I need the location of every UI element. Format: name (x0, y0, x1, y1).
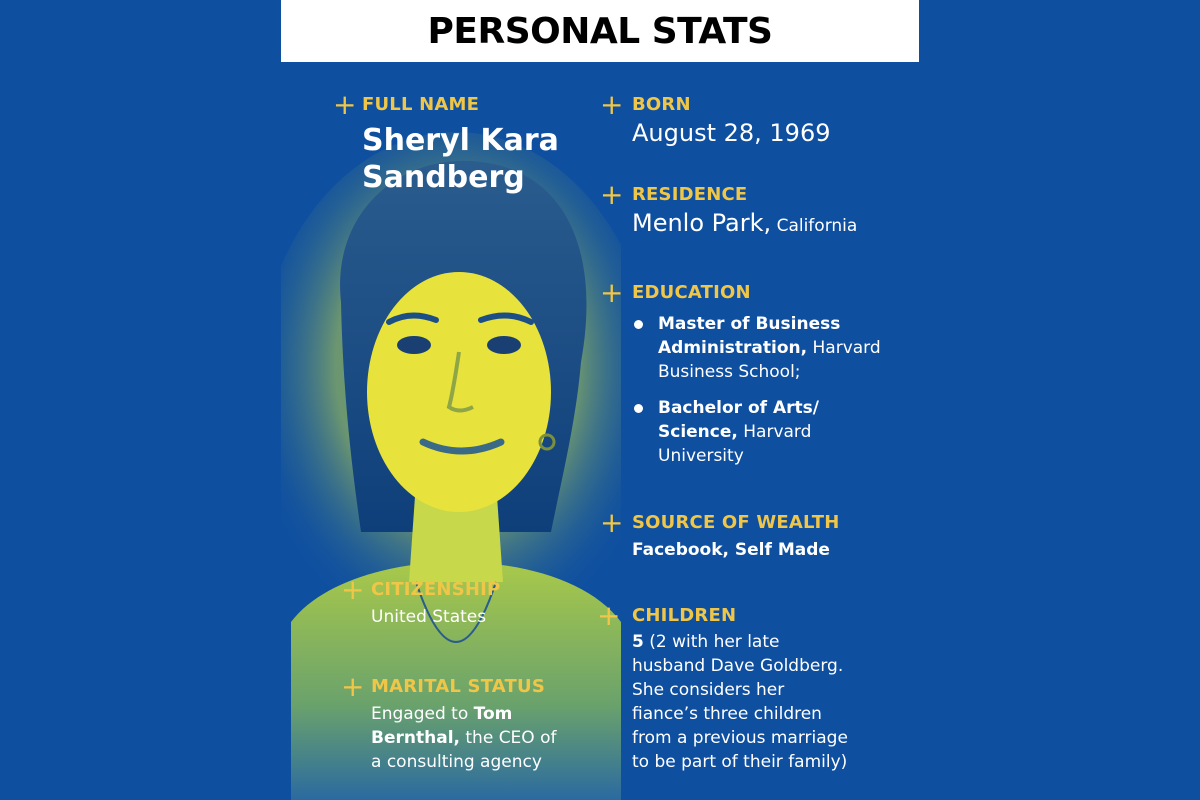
bullet-dot-icon (634, 320, 643, 329)
marital-prefix: Engaged to (371, 704, 474, 724)
marital-status-line3: a consulting agency (371, 752, 542, 772)
children-line: She considers her (632, 680, 785, 700)
edu-school-start: Harvard (807, 338, 881, 358)
children-line: from a previous marriage (632, 728, 848, 748)
marital-partner-last-end: l, (447, 728, 460, 748)
bullet-dot-icon (634, 404, 643, 413)
list-item (632, 312, 900, 384)
edu-degree-line1: Bachelor of Arts/ (658, 398, 819, 418)
source-of-wealth-label: SOURCE OF WEALTH (632, 512, 840, 533)
born-label: BORN (632, 94, 691, 115)
children-line: fiance’s three children (632, 704, 822, 724)
edu-school-line3: Business School; (658, 362, 801, 382)
header-bar (281, 0, 919, 62)
children-label: CHILDREN (632, 605, 737, 626)
education-list (632, 312, 900, 468)
full-name-label: FULL NAME (362, 94, 480, 115)
edu-school-start: Harvard (737, 422, 812, 442)
children-count: 5 (632, 632, 644, 652)
education-section (600, 276, 900, 480)
edu-degree-name: Administration, (658, 338, 808, 358)
plus-icon: + (600, 276, 624, 309)
marital-status-label: MARITAL STATUS (371, 676, 545, 697)
full-name-section (333, 88, 573, 196)
children-section (597, 599, 897, 774)
plus-icon: + (333, 88, 357, 121)
plus-icon: + (600, 88, 624, 121)
children-line: to be part of their family) (632, 752, 848, 772)
education-label: EDUCATION (632, 282, 751, 303)
marital-line2-rest: the CEO of (459, 728, 557, 748)
marital-partner-last: Berntha (371, 728, 448, 748)
full-name-line2: Sandberg (362, 160, 525, 195)
plus-icon: + (600, 506, 624, 539)
plus-icon: + (597, 599, 621, 632)
page-title: PERSONAL STATS (427, 10, 773, 52)
plus-icon: + (341, 670, 365, 703)
children-line1 (632, 630, 897, 654)
edu-degree-name: Science, (658, 422, 738, 442)
source-of-wealth-value: Facebook, Self Made (632, 540, 830, 560)
citizenship-value: United States (371, 607, 487, 627)
citizenship-section (341, 573, 581, 629)
residence-label: RESIDENCE (632, 184, 748, 205)
residence-state: California (771, 216, 858, 236)
marital-status-line2 (371, 726, 591, 750)
residence-value (632, 209, 900, 237)
marital-partner-first: Tom (473, 704, 513, 724)
edu-degree-line1: Master of Business (658, 314, 841, 334)
plus-icon: + (341, 573, 365, 606)
born-value: August 28, 1969 (632, 119, 831, 147)
born-section (600, 88, 900, 147)
children-line: husband Dave Goldberg. (632, 656, 844, 676)
full-name-line1: Sheryl Kara (362, 123, 559, 158)
source-of-wealth-section (600, 506, 900, 562)
marital-status-line1 (371, 702, 591, 726)
edu-degree-line2 (658, 336, 900, 360)
edu-school-line3: University (658, 446, 744, 466)
edu-degree-line2 (658, 420, 900, 444)
citizenship-label: CITIZENSHIP (371, 579, 501, 600)
plus-icon: + (600, 178, 624, 211)
marital-status-section (341, 670, 591, 774)
residence-section (600, 178, 900, 237)
children-line1-rest: (2 with her late (643, 632, 780, 652)
residence-city: Menlo Park, (632, 209, 772, 237)
list-item (632, 396, 900, 468)
